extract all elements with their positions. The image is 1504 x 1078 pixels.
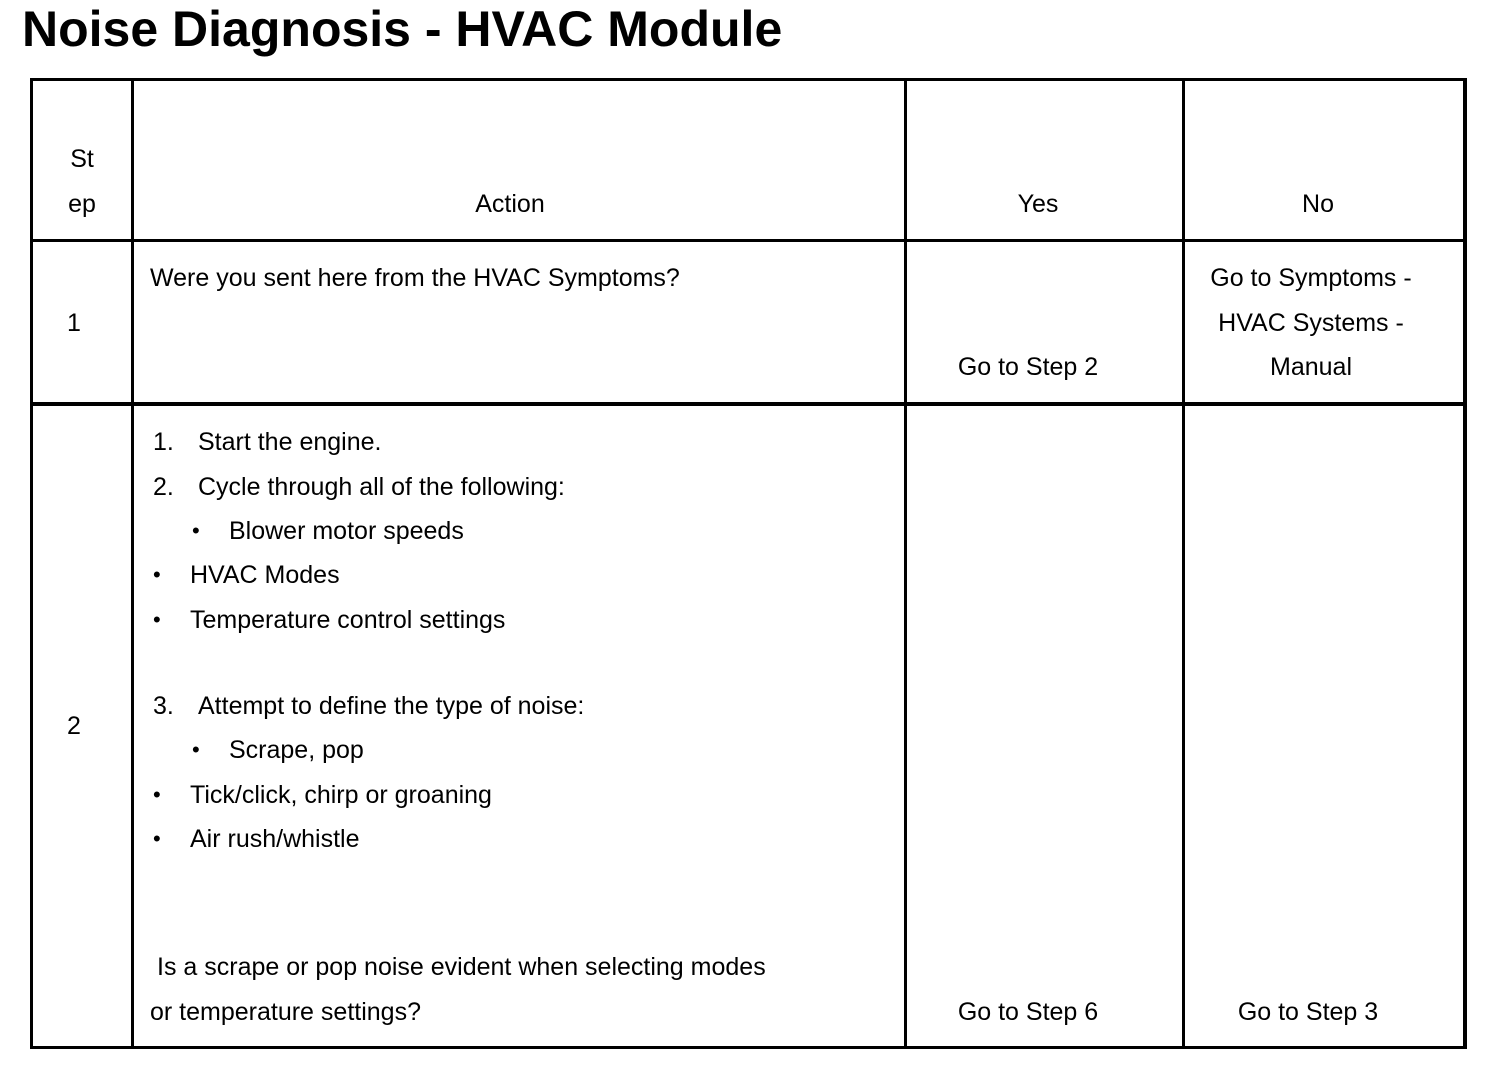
row2-yes: Go to Step 6	[957, 998, 1099, 1026]
row2-question-line1: Is a scrape or pop noise evident when selecting modes	[157, 953, 766, 981]
list-item: Cycle through all of the following:	[198, 473, 565, 501]
table-border-left	[30, 78, 33, 1049]
bullet-marker: •	[153, 562, 161, 587]
header-step-line2: ep	[68, 190, 96, 218]
bullet-marker: •	[153, 782, 161, 807]
table-border-bottom	[30, 1046, 1467, 1049]
page-title: Noise Diagnosis - HVAC Module	[22, 1, 783, 57]
table-border-top	[30, 78, 1467, 81]
column-divider-yes	[1182, 78, 1185, 1049]
row-divider	[30, 402, 1467, 406]
list-item: Blower motor speeds	[229, 517, 464, 545]
row1-step: 1	[67, 309, 81, 337]
list-item: Start the engine.	[198, 428, 382, 456]
list-item: HVAC Modes	[190, 561, 340, 589]
column-divider-step	[131, 78, 134, 1049]
list-item: Tick/click, chirp or groaning	[190, 781, 492, 809]
header-no: No	[1302, 190, 1334, 218]
list-marker: 1.	[153, 428, 174, 456]
row1-action: Were you sent here from the HVAC Symptoms?	[150, 264, 680, 292]
list-marker: 2.	[153, 473, 174, 501]
row2-step: 2	[67, 712, 81, 740]
list-item: Attempt to define the type of noise:	[198, 692, 585, 720]
row1-yes: Go to Step 2	[957, 353, 1099, 381]
header-divider	[30, 239, 1467, 242]
list-item: Air rush/whistle	[190, 825, 360, 853]
list-item: Temperature control settings	[190, 606, 506, 634]
list-marker: 3.	[153, 692, 174, 720]
bullet-marker: •	[153, 826, 161, 851]
bullet-marker: •	[153, 607, 161, 632]
header-yes: Yes	[1017, 190, 1059, 218]
bullet-marker: •	[192, 518, 200, 543]
row1-no-line3: Manual	[1270, 353, 1352, 381]
bullet-marker: •	[192, 737, 200, 762]
row2-no: Go to Step 3	[1237, 998, 1379, 1026]
header-step-line1: St	[70, 145, 94, 173]
row1-no-line1: Go to Symptoms -	[1210, 264, 1412, 292]
list-item: Scrape, pop	[229, 736, 364, 764]
row1-no-line2: HVAC Systems -	[1218, 309, 1404, 337]
column-divider-action	[904, 78, 907, 1049]
header-action: Action	[475, 190, 545, 218]
row2-question-line2: or temperature settings?	[150, 998, 421, 1026]
table-border-right	[1463, 78, 1467, 1049]
